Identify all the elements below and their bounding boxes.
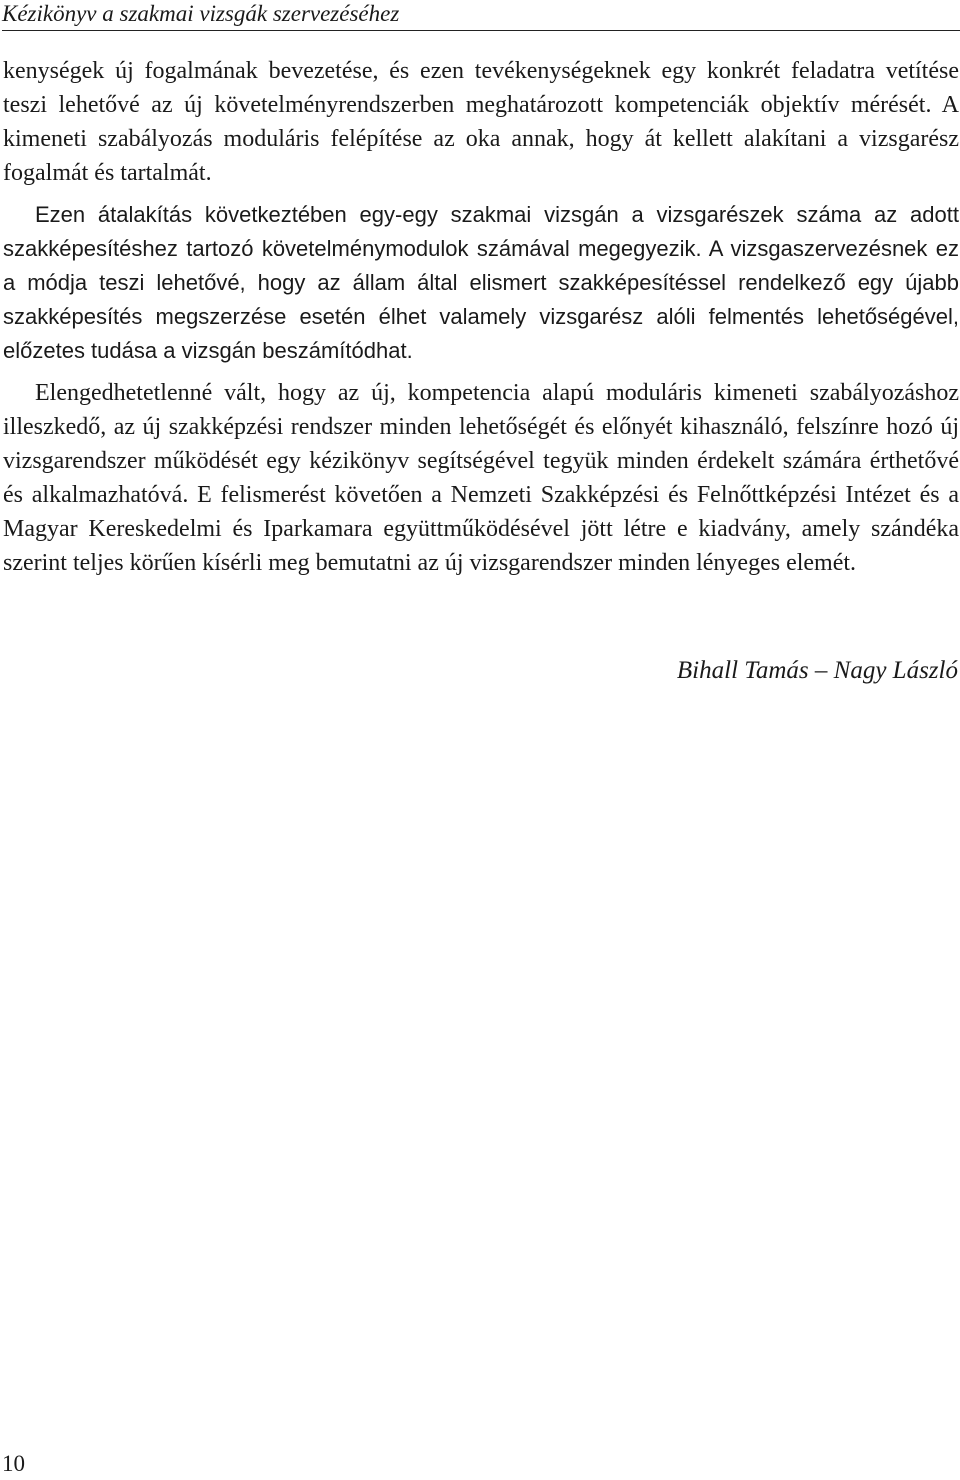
running-header: Kézikönyv a szakmai vizsgák szervezéséhez — [2, 0, 960, 31]
paragraph-3: Elengedhetetlenné vált, hogy az új, kompetencia alapú moduláris kimeneti szabályozáshoz illeszkedő, az új szakképzési rendszer minden lehetőségét és előnyét kihasználó, felszínre hozó új vizsgarendszer működését egy kézikönyv segítségével tegyük minden érdekelt számára érthetővé és alkalmazhatóvá. E felismerést követően a Nemzeti Szakképzési és Felnőttképzési Intézet és a Magyar Kereskedelmi és Iparkamara együttműködésével jött létre e kiadvány, amely szándéka szerint teljes körűen kísérli meg bemutatni az új vizsgarendszer minden lényeges elemét. — [3, 380, 959, 576]
paragraph-1: kenységek új fogalmának bevezetése, és ezen tevékenységeknek egy konkrét feladatra vetítése teszi lehetővé az új követelményrendszerben meghatározott kompetenciák objektív mérését. A kimeneti szabályozás moduláris felépítése az oka annak, hogy át kellett alakítani a vizsgarész fogalmát és tartalmát. — [3, 58, 959, 186]
page-number: 10 — [2, 1451, 25, 1476]
author-signature: Bihall Tamás – Nagy László — [676, 657, 958, 684]
body-text — [3, 54, 959, 588]
paragraph-2: Ezen átalakítás következtében egy-egy szakmai vizsgán a vizsgarészek száma az adott szakképesítéshez tartozó követelménymodulok számával megegyezik. A vizsgaszervezésnek ez a módja teszi lehetővé, hogy az állam által elismert szakképesítéssel rendelkező egy újabb szakképesítés megszerzése esetén élhet valamely vizsgarész alóli felmentés lehetőségével, előzetes tudása a vizsgán beszámítódhat. — [3, 202, 959, 363]
